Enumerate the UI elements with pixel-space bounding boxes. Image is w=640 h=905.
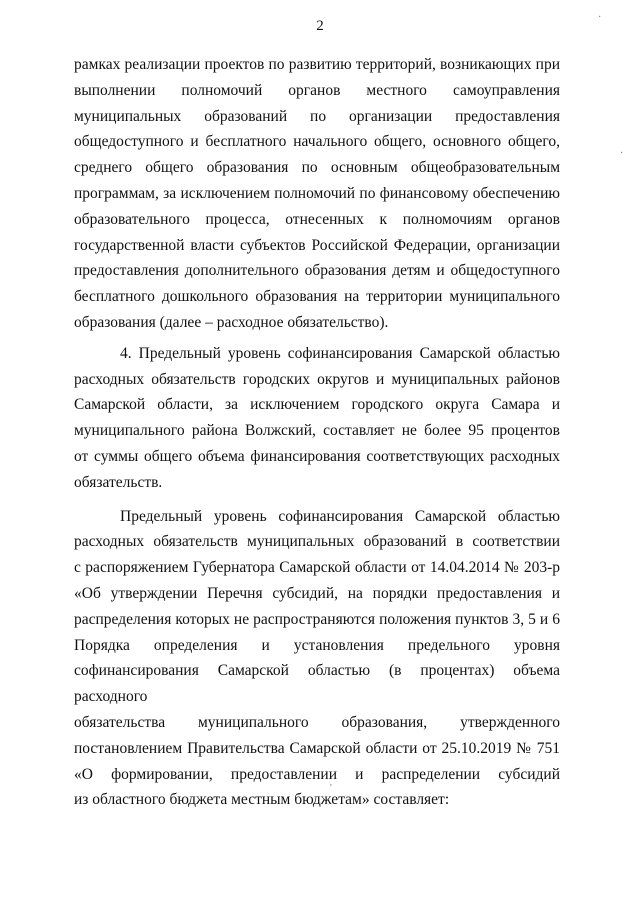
scan-speck: ·: [620, 148, 624, 159]
text-line: среднего общего образования по основным общеобразовательным: [74, 159, 560, 177]
text-line: «Об утверждении Перечня субсидий, на порядки предоставления и: [74, 584, 560, 602]
page-number: 2: [316, 18, 324, 34]
text-line: от суммы общего объема финансирования соответствующих расходных: [74, 447, 560, 465]
text-line: образовательного процесса, отнесенных к полномочиям органов: [74, 210, 560, 228]
text-line: расходных обязательств муниципальных образований в соответствии: [74, 533, 560, 551]
text-line: Самарской области, за исключением городского округа Самара и: [74, 396, 560, 414]
text-line: Предельный уровень софинансирования Самарской областью: [120, 507, 560, 525]
text-line: выполнении полномочий органов местного самоуправления: [74, 81, 560, 99]
text-line: «О формировании, предоставлении и распределении субсидий: [74, 765, 560, 783]
text-line: общедоступного и бесплатного начального общего, основного общего,: [74, 133, 560, 151]
text-line: программам, за исключением полномочий по финансовому обеспечению: [74, 184, 560, 202]
text-line: рамках реализации проектов по развитию территорий, возникающих при: [74, 56, 560, 73]
text-line: 4. Предельный уровень софинансирования Самарской областью: [120, 344, 560, 362]
text-line: муниципальных образований по организации предоставления: [74, 107, 560, 125]
text-line: распределения которых не распространяются положения пунктов 3, 5 и 6: [74, 610, 560, 628]
text-line: образования (далее – расходное обязательство).: [74, 313, 389, 331]
text-line: Порядка определения и установления предельного уровня: [74, 636, 560, 654]
paragraph-3: [74, 504, 560, 814]
text-line: государственной власти субъектов Российской Федерации, организации: [74, 236, 560, 254]
text-line: обязательства муниципального образования, утвержденного: [74, 713, 560, 731]
text-line: с распоряжением Губернатора Самарской области от 14.04.2014 № 203-р: [74, 559, 560, 577]
scan-speck: ': [330, 783, 332, 794]
text-line: софинансирования Самарской областью (в процентах) объема расходного: [74, 662, 560, 706]
text-line: муниципального района Волжский, составляет не более 95 процентов: [74, 422, 560, 440]
scan-speck: ·: [598, 12, 602, 23]
text-line: предоставления дополнительного образования детям и общедоступного: [74, 262, 560, 280]
text-line: обязательств.: [74, 473, 163, 491]
text-line: расходных обязательств городских округов и муниципальных районов: [74, 370, 560, 388]
text-line: бесплатного дошкольного образования на территории муниципального: [74, 288, 560, 306]
document-body: [74, 52, 560, 813]
paragraph-1: [74, 52, 560, 336]
text-line: постановлением Правительства Самарской области от 25.10.2019 № 751: [74, 739, 560, 757]
paragraph-2: [74, 341, 560, 496]
text-line: из областного бюджета местным бюджетам» составляет:: [74, 791, 450, 809]
